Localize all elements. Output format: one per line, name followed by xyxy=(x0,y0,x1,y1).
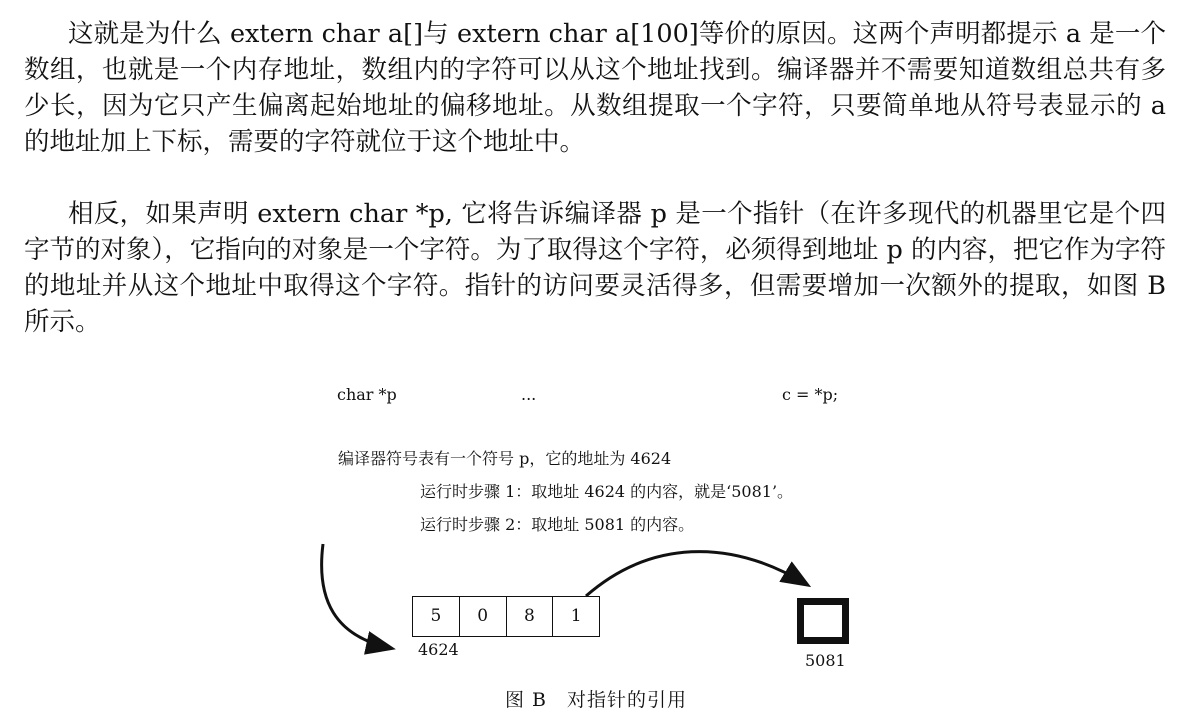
memory-cell: 0 xyxy=(460,597,507,636)
runtime-step-1: 运行时步骤 1：取地址 4624 的内容，就是‘5081’。 xyxy=(420,482,794,501)
declaration-label: char *p xyxy=(337,385,397,404)
dereference-expression-label: c = *p; xyxy=(782,385,839,404)
runtime-step-2: 运行时步骤 2：取地址 5081 的内容。 xyxy=(420,515,695,534)
symbol-table-note: 编译器符号表有一个符号 p，它的地址为 4624 xyxy=(338,449,672,468)
figure-caption: 图 B 对指针的引用 xyxy=(504,689,687,711)
paragraph-pointer-declaration xyxy=(24,196,1166,340)
ellipsis-label: ... xyxy=(521,385,537,404)
paragraph-text: 这就是为什么 extern char a[]与 extern char a[100]等价的原因。这两个声明都提示 a 是一个数组，也就是一个内存地址，数组内的字符可以从这个地址找到。编译器并不需要知道数组总共有多少长，因为它只产生偏离起始地址的偏移地址。从数组提取一个字符，只要简单地从符号表显示的 a 的地址加上下标，需要的字符就位于这个地址中。 xyxy=(24,19,1166,157)
target-address-label: 5081 xyxy=(805,651,846,670)
paragraph-array-equivalence xyxy=(24,16,1166,160)
pointer-address-label: 4624 xyxy=(418,640,459,659)
paragraph-text: 相反，如果声明 extern char *p, 它将告诉编译器 p 是一个指针（在许多现代的机器里它是个四字节的对象），它指向的对象是一个字符。为了取得这个字符，必须得到地址 p 的内容，把它作为字符的地址并从这个地址中取得这个字符。指针的访问要灵活得多，但需要增加一次额外的提取，如图 B 所示。 xyxy=(24,199,1166,337)
lookup-arrow xyxy=(322,544,390,648)
figure-pointer-reference xyxy=(0,370,1192,727)
memory-cell: 5 xyxy=(413,597,460,636)
dereference-arrow xyxy=(586,552,806,596)
figure-arrows xyxy=(0,370,1192,727)
memory-cell: 1 xyxy=(570,606,582,626)
memory-cell: 8 xyxy=(507,597,554,636)
